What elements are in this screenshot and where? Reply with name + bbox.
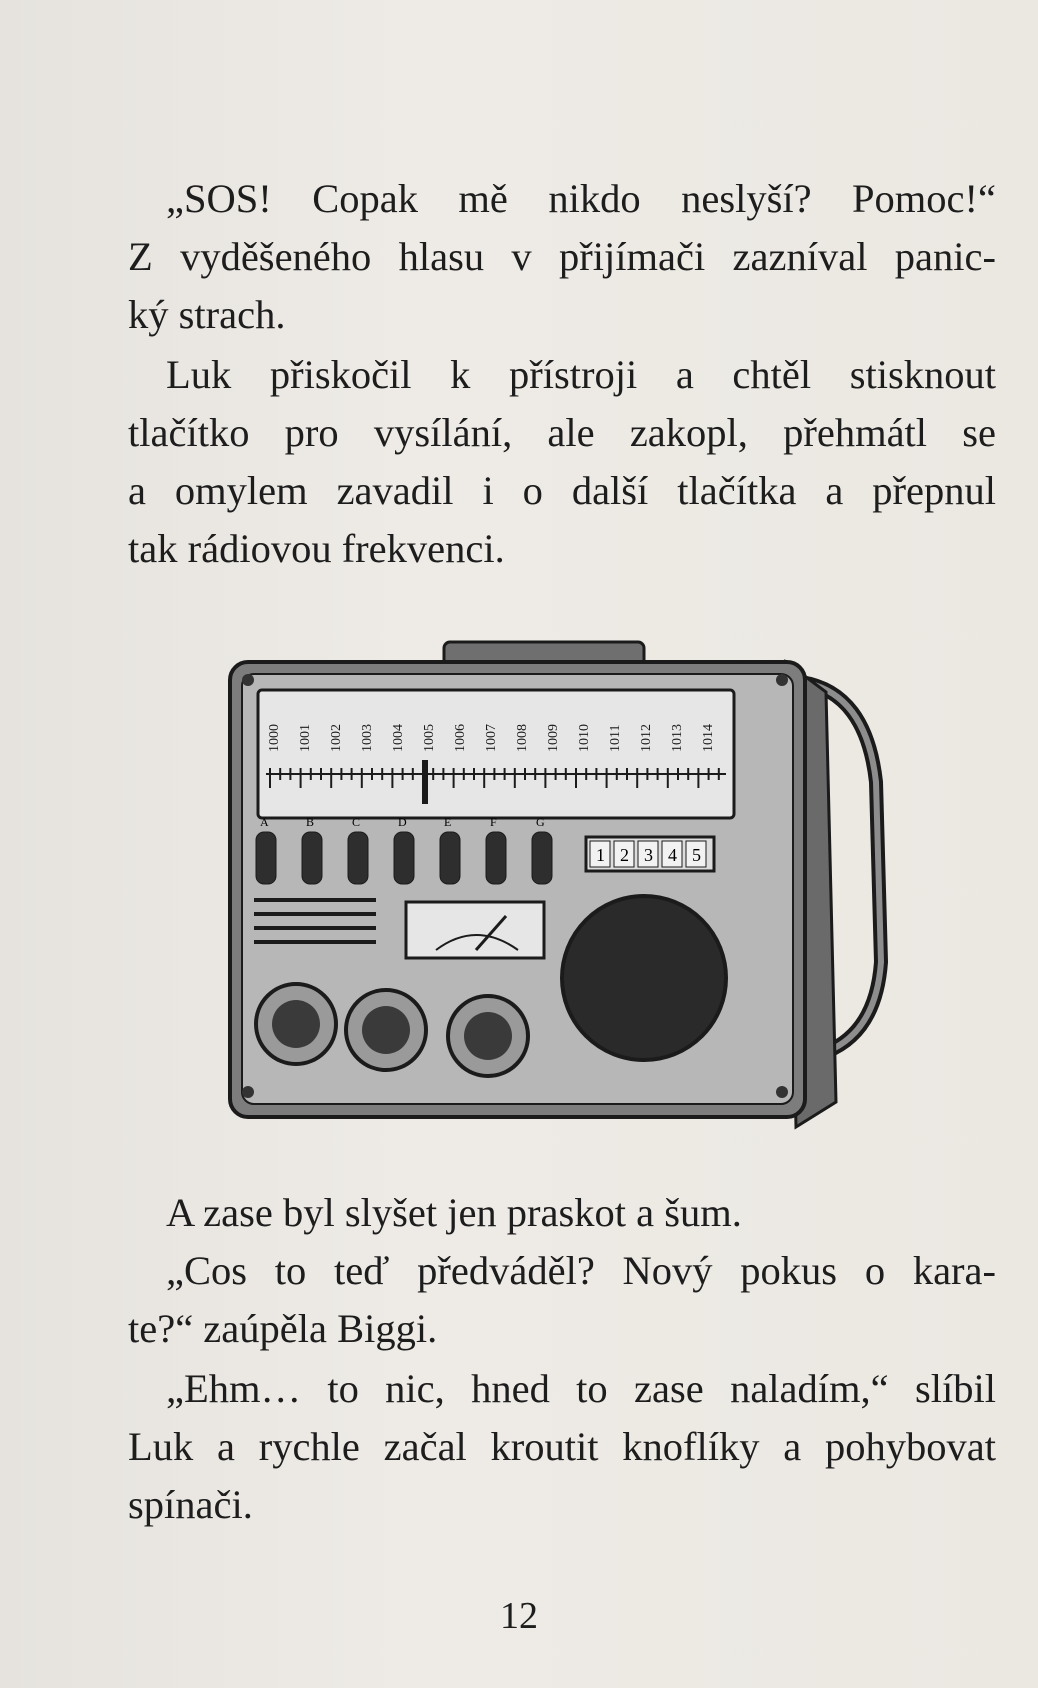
text-line: „Cos to teď předváděl? Nový pokus o kara- (166, 1248, 996, 1293)
dial-number: 1007 (484, 724, 499, 752)
switch-label: C (352, 815, 361, 829)
toggle-switch (302, 832, 322, 884)
switch-label: D (398, 815, 407, 829)
dial-number: 1008 (515, 724, 530, 752)
toggle-switch (440, 832, 460, 884)
dial-number: 1013 (670, 724, 685, 752)
toggle-switch (348, 832, 368, 884)
counter-digit: 1 (596, 845, 605, 865)
counter-digit: 3 (644, 845, 653, 865)
text-line: Luk přiskočil k přístroji a chtěl stisknout (166, 352, 996, 397)
dial-number: 1006 (453, 724, 468, 752)
text-line: Luk a rychle začal kroutit knoflíky a pohybovat (128, 1424, 996, 1469)
text-line: „Ehm… to nic, hned to zase naladím,“ slíbil (166, 1366, 996, 1411)
speaker-icon (562, 896, 726, 1060)
dial-number: 1010 (577, 724, 592, 752)
dial-number: 1003 (360, 724, 375, 752)
dial-number: 1000 (267, 724, 282, 752)
switch-label: B (306, 815, 315, 829)
dial-numbers (267, 724, 716, 752)
text-line: ký strach. (128, 292, 286, 337)
dial-number: 1009 (546, 724, 561, 752)
dial-number: 1014 (701, 724, 716, 752)
toggle-switch (256, 832, 276, 884)
text-line: Z vyděšeného hlasu v přijímači zazníval panic- (128, 234, 996, 279)
text-line: tlačítko pro vysílání, ale zakopl, přehmátl se (128, 410, 996, 455)
text-line: a omylem zavadil i o další tlačítka a přepnul (128, 468, 996, 513)
dial-number: 1002 (329, 724, 344, 752)
toggle-switch (532, 832, 552, 884)
text-line: spínači. (128, 1482, 253, 1527)
dial-number: 1004 (391, 724, 406, 752)
switch-label: G (536, 815, 545, 829)
dial-number: 1001 (298, 724, 313, 752)
toggle-switch (486, 832, 506, 884)
page-number: 12 (500, 1595, 538, 1637)
counter-digit: 2 (620, 845, 629, 865)
text-line: „SOS! Copak mě nikdo neslyší? Pomoc!“ (166, 176, 996, 221)
counter-digit: 4 (668, 845, 677, 865)
switch-label: F (490, 815, 497, 829)
dial-number: 1011 (608, 724, 623, 752)
meter-gauge (406, 902, 544, 958)
text-line: A zase byl slyšet jen praskot a šum. (166, 1190, 742, 1235)
text-line: tak rádiovou frekvenci. (128, 526, 505, 571)
text-line: te?“ zaúpěla Biggi. (128, 1306, 438, 1351)
radio-illustration (226, 632, 896, 1136)
counter-digit: 5 (692, 845, 701, 865)
switch-label: A (260, 815, 269, 829)
dial-number: 1012 (639, 724, 654, 752)
dial-number: 1005 (422, 724, 437, 752)
switch-label: E (444, 815, 452, 829)
counter-display (586, 837, 714, 871)
toggle-switch (394, 832, 414, 884)
knob-row (256, 984, 528, 1076)
